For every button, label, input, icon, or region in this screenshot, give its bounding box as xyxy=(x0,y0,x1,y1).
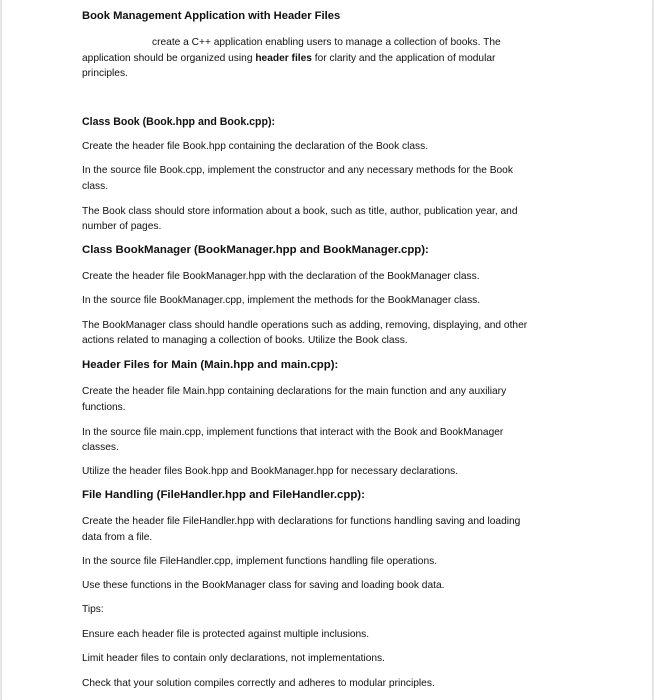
tip-1: Ensure each header file is protected against multiple inclusions. xyxy=(82,629,370,640)
intro-line-2-pre: application should be organized using xyxy=(82,53,256,64)
file-paragraph-1-line-2: data from a file. xyxy=(82,532,153,543)
intro-line-2-post: for clarity and the application of modular xyxy=(311,53,496,64)
book-paragraph-2-line-2: class. xyxy=(82,181,109,192)
intro-line-1: create a C++ application enabling users to manage a collection of books. The xyxy=(152,37,501,48)
book-paragraph-3-line-2: number of pages. xyxy=(82,221,162,232)
manager-paragraph-3-line-2: actions related to managing a collection of books. Utilize the Book class. xyxy=(82,335,408,346)
file-paragraph-1-line-1: Create the header file FileHandler.hpp with declarations for functions handling saving and loading xyxy=(82,516,521,527)
manager-paragraph-2: In the source file BookManager.cpp, implement the methods for the BookManager class. xyxy=(82,295,481,306)
tip-3: Check that your solution compiles correctly and adheres to modular principles. xyxy=(82,678,435,689)
file-paragraph-3: Use these functions in the BookManager class for saving and loading book data. xyxy=(82,580,445,591)
file-paragraph-2: In the source file FileHandler.cpp, implement functions handling file operations. xyxy=(82,556,438,567)
manager-section-heading: Class BookManager (BookManager.hpp and BookManager.cpp): xyxy=(82,244,429,256)
book-paragraph-2-line-1: In the source file Book.cpp, implement the constructor and any necessary methods for the Book xyxy=(82,165,513,176)
file-section-heading: File Handling (FileHandler.hpp and FileHandler.cpp): xyxy=(82,489,365,501)
main-paragraph-2-line-2: classes. xyxy=(82,442,119,453)
manager-paragraph-1: Create the header file BookManager.hpp with the declaration of the BookManager class. xyxy=(82,271,480,282)
main-paragraph-3: Utilize the header files Book.hpp and BookManager.hpp for necessary declarations. xyxy=(82,466,459,477)
tips-label: Tips: xyxy=(82,604,104,615)
intro-line-2 xyxy=(82,51,567,67)
document-title: Book Management Application with Header Files xyxy=(82,10,341,22)
main-paragraph-2-line-1: In the source file main.cpp, implement functions that interact with the Book and BookManager xyxy=(82,427,504,438)
main-paragraph-1-line-2: functions. xyxy=(82,402,126,413)
main-section-heading: Header Files for Main (Main.hpp and main.cpp): xyxy=(82,359,339,371)
intro-line-3: principles. xyxy=(82,68,128,79)
book-paragraph-1: Create the header file Book.hpp containing the declaration of the Book class. xyxy=(82,141,429,152)
book-section-heading: Class Book (Book.hpp and Book.cpp): xyxy=(82,116,276,128)
intro-header-files-bold: header files xyxy=(255,53,312,64)
main-paragraph-1-line-1: Create the header file Main.hpp containing declarations for the main function and any auxiliary xyxy=(82,386,507,397)
book-paragraph-3-line-1: The Book class should store information about a book, such as title, author, publication year, and xyxy=(82,206,518,217)
manager-paragraph-3-line-1: The BookManager class should handle operations such as adding, removing, displaying, and other xyxy=(82,320,528,331)
document-page xyxy=(2,0,652,700)
tip-2: Limit header files to contain only declarations, not implementations. xyxy=(82,653,385,664)
